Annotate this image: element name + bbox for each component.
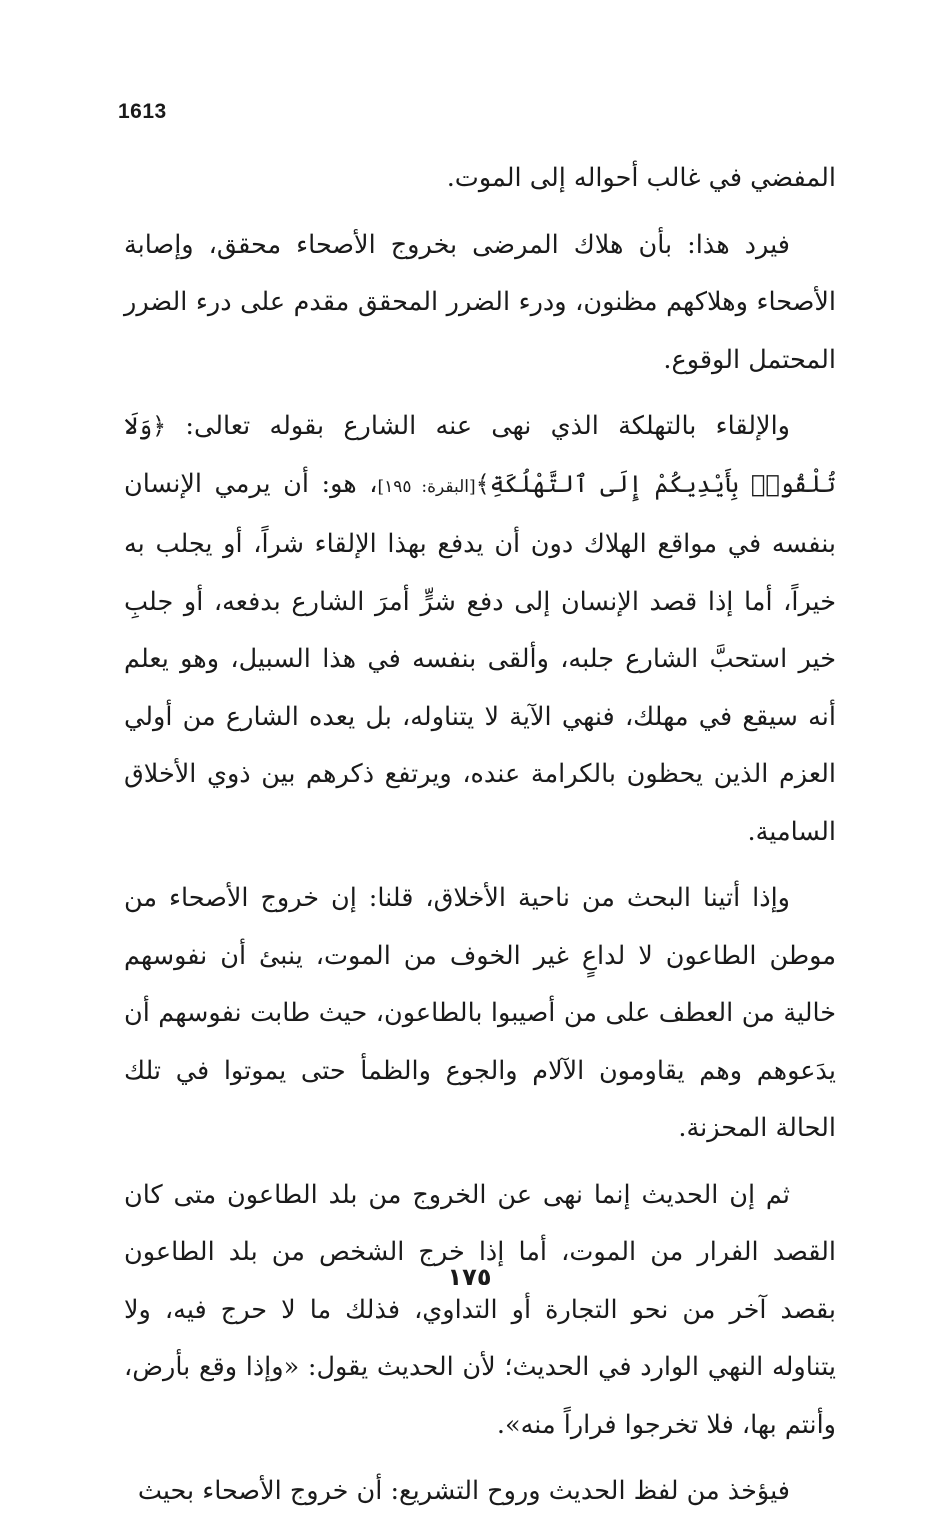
- paragraph-3: [124, 398, 836, 861]
- paragraph-2: فيرد هذا: بأن هلاك المرضى بخروج الأصحاء محقق، وإصابة الأصحاء وهلاكهم مظنون، ودرء الضرر المحقق مقدم على درء الضرر المحتمل الوقوع.: [124, 229, 836, 375]
- running-page-number: 1613: [118, 100, 167, 123]
- verse-reference: [البقرة: ١٩٥]: [377, 476, 476, 497]
- paragraph-3-intro: والإلقاء بالتهلكة الذي نهى عنه الشارع بقوله تعالى:: [166, 411, 790, 441]
- paragraph-5: ثم إن الحديث إنما نهى عن الخروج من بلد الطاعون متى كان القصد الفرار من الموت، أما إذا خرج الشخص من بلد الطاعون بقصد آخر من نحو التجارة أو التداوي، فذلك ما لا حرج فيه، ولا يتناوله النهي الوارد في الحديث؛ لأن الحديث يقول: «وإذا وقع بأرض، وأنتم بها، فلا تخرجوا فراراً منه».: [124, 1179, 836, 1440]
- quran-verse: ﴿وَلَا تُلْقُوا۟ بِأَيْدِيكُمْ إِلَى ٱلتَّهْلُكَةِ﴾: [124, 412, 836, 498]
- page-number: ١٧٥: [447, 1263, 492, 1291]
- paragraph-6: فيؤخذ من لفظ الحديث وروح التشريع: أن خروج الأصحاء بحيث: [137, 1476, 790, 1506]
- paragraph-4: وإذا أتينا البحث من ناحية الأخلاق، قلنا: إن خروج الأصحاء من موطن الطاعون لا لداعٍ غير الخوف من الموت، ينبئ أن نفوسهم خالية من العطف على من أصيبوا بالطاعون، حيث طابت نفوسهم أن يدَعوهم وهم يقاومون الآلام والجوع والظمأ حتى يموتوا في تلك الحالة المحزنة.: [124, 883, 836, 1143]
- paragraph-3-body: ، هو: أن يرمي الإنسان بنفسه في مواقع الهلاك دون أن يدفع بهذا الإلقاء شراً، أو يجلب به خيراً، أما إذا قصد الإنسان إلى دفع شرٍّ أمرَ الشارع بدفعه، أو جلبِ خير استحبَّ الشارع جلبه، وألقى بنفسه في هذا السبيل، وهو يعلم أنه سيقع في مهلك، فنهي الآية لا يتناوله، بل يعده الشارع من أولي العزم الذين يحظون بالكرامة عنده، ويرتفع ذكرهم بين ذوي الأخلاق السامية.: [124, 468, 836, 847]
- body-text: [124, 150, 836, 1521]
- paragraph-1: المفضي في غالب أحواله إلى الموت.: [446, 163, 836, 193]
